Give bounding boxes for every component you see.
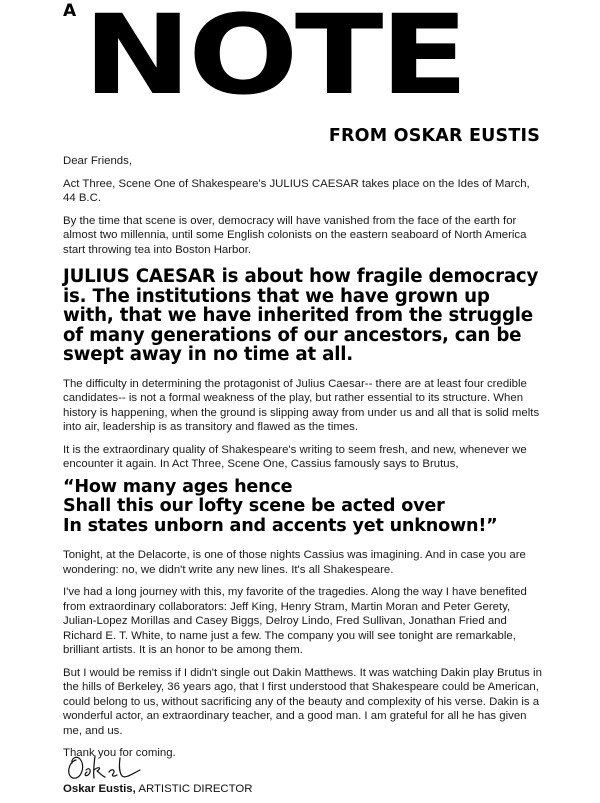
closing: Thank you for coming. (63, 747, 176, 759)
paragraph-5: Tonight, at the Delacorte, is one of those nights Cassius was imagining. And in case you are wondering: no, we didn't write any new lines. It's all Shakespeare. (63, 549, 526, 576)
pull-quote: JULIUS CAESAR is about how fragile democracy is. The institutions that we have grown up with, that we have inherited from the struggle of many generations of our ancestors, can be swept away in no time at all. (63, 266, 539, 365)
signer-title: ARTISTIC DIRECTOR (138, 783, 253, 795)
paragraph-3: The difficulty in determining the protagonist of Julius Caesar-- there are at least four credible candidates-- is not a formal weakness of the play, but rather essential to its structure. When history is happening, when the ground is slipping away from under us and all that is solid melts into air, leadership is as transitory and flawed as the times. (63, 377, 540, 433)
signer-name: Oskar Eustis, (63, 783, 136, 795)
header-title: NOTE (83, 0, 466, 119)
header-byline: FROM OSKAR EUSTIS (328, 126, 540, 146)
paragraph-2: By the time that scene is over, democracy will have vanished from the face of the earth for almost two millennia, until some English colonists on the eastern seaboard of North America start throwing tea into Boston Harbor. (63, 214, 527, 256)
salutation: Dear Friends, (63, 155, 133, 167)
signature-line (63, 783, 253, 795)
quote-line: “How many ages hence (63, 476, 293, 497)
quote-line: In states unborn and accents yet unknown!” (63, 515, 498, 536)
cassius-quote (63, 478, 543, 537)
paragraph-4: It is the extraordinary quality of Shakespeare's writing to seem fresh, and new, whenever we encounter it again. In Act Three, Scene One, Cassius famously says to Brutus, (63, 443, 527, 470)
signature-icon (64, 750, 146, 786)
paragraph-1: Act Three, Scene One of Shakespeare's JULIUS CAESAR takes place on the Ides of March, 44 B.C. (63, 177, 530, 204)
letter-body (63, 154, 543, 769)
header-kicker: A (63, 1, 77, 21)
quote-line: Shall this our lofty scene be acted over (63, 496, 445, 516)
paragraph-6: I've had a long journey with this, my favorite of the tragedies. Along the way I have benefited from extraordinary collaborators: Jeff King, Henry Stram, Martin Moran and Peter Gerety, Julian-Lopez Morillas and Casey Biggs, Delroy Lindo, Fred Sullivan, Jonathan Fried and Richard E. T. White, to name just a few. The company you will see tonight are remarkable, brilliant artists. It is an honor to be among them. (63, 586, 527, 656)
paragraph-7: But I would be remiss if I didn't single out Dakin Matthews. It was watching Dakin play Brutus in the hills of Berkeley, 36 years ago, that I first understood that Shakespeare could be American, could belong to us, without sacrificing any of the beauty and complexity of his verse. Dakin is a wonderful actor, an extraordinary teacher, and a good man. I am grateful for all he has given me, and us. (63, 666, 542, 737)
